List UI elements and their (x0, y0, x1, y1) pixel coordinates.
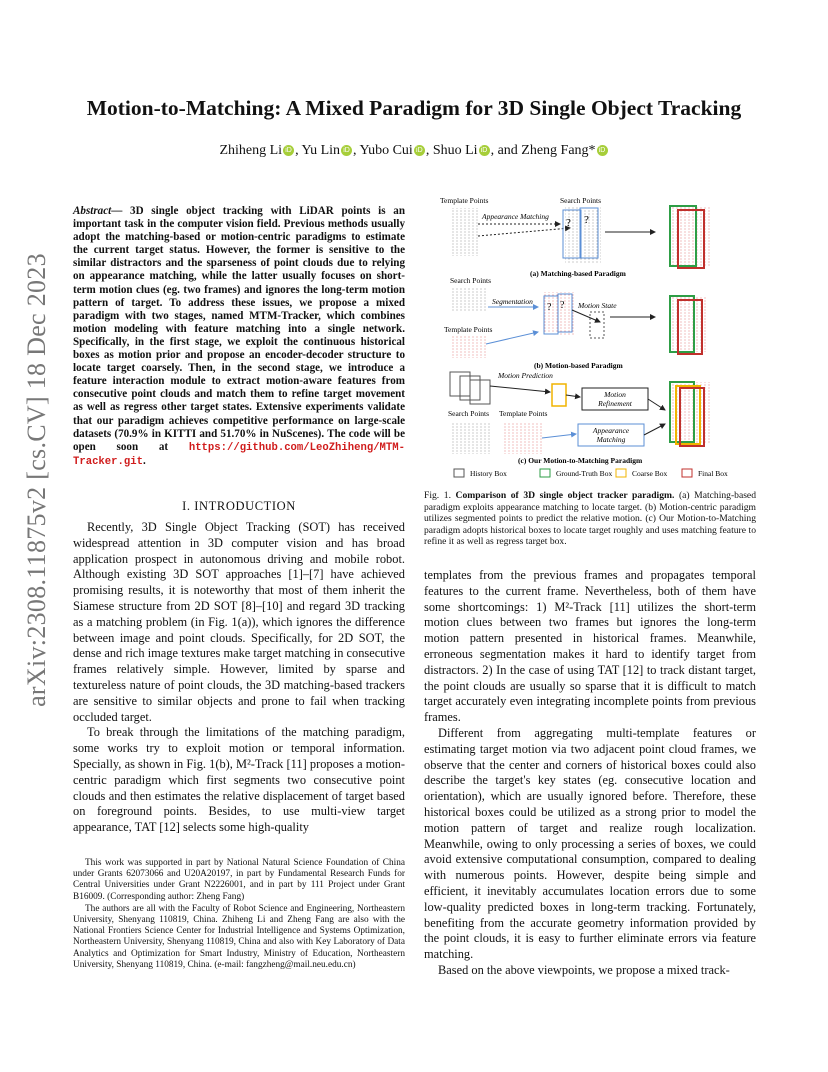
arxiv-identifier: arXiv:2308.11875v2 [cs.CV] 18 Dec 2023 (22, 253, 51, 707)
author-list: Zhiheng Li iD , Yu Lin iD , Yubo Cui iD , Shuo Li iD , and Zheng Fang* iD (0, 143, 828, 159)
template-points-label: Template Points (444, 325, 493, 334)
author-name: Yu Lin (301, 143, 341, 158)
paragraph: templates from the previous frames and propagates temporal features to the current frame. Nevertheless, both of them have some shortcomings: 1) M²-Track [11] utilizes the short-term motion clues between two frames but ignores the long-term motion pattern presented in historical frames. Meanwhile, erroneous segmentation makes it hard to identify target from distractors. 2) In the case of using TAT [12] to track distant target, the point clouds are usually so sparse that it is difficult to match target accurately even integrating incomplete points from previous frames. (424, 568, 756, 725)
legend-final-swatch (682, 469, 692, 477)
paragraph: Based on the above viewpoints, we propose a mixed track- (438, 962, 730, 977)
motion-prediction-label: Motion Prediction (498, 371, 553, 380)
search-point-cloud (565, 206, 601, 264)
motion-refinement-label: Refinement (598, 399, 632, 408)
abstract-label: Abstract (73, 205, 112, 217)
paragraph: To break through the limitations of the matching paradigm, some works try to exploit motion or temporal information. Specially, as shown in Fig. 1(b), M²-Track [11] proposes a motion-centric paradigm which first segments two consecutive point clouds and then estimates the relative displacement of target based on foreground points. Besides, to use multi-view target appearance, TAT [12] selects some high-quality (73, 725, 405, 835)
caption-b: (b) Motion-based Paradigm (534, 361, 623, 370)
author-name: Yubo Cui (359, 143, 413, 158)
figure-caption-text: (a) Matching-based paradigm exploits appearance matching to locate target. (b) Motion-centric paradigm utilizes segmented points to predict the relative motion. (c) Our Motion-to-Matching paradigm adopts historical boxes to locate target roughly and uses matching feature to refine it as well as regress target box. (424, 490, 756, 548)
orcid-icon[interactable]: iD (597, 145, 608, 156)
search-points-label: Search Points (448, 409, 490, 418)
legend-ground-truth-swatch (540, 469, 550, 477)
flow-arrow (644, 424, 665, 435)
flow-arrow (490, 386, 550, 392)
search-point-cloud (450, 422, 490, 454)
matching-arrow (478, 228, 570, 236)
section-heading: I. INTRODUCTION (182, 499, 296, 513)
figure-caption-label: Fig. 1. (424, 490, 451, 501)
question-mark: ? (547, 302, 552, 313)
legend-label: History Box (470, 469, 507, 478)
orcid-icon[interactable]: iD (479, 145, 490, 156)
legend-history-swatch (454, 469, 464, 477)
author-name: Shuo Li (432, 143, 478, 158)
flow-arrow (566, 395, 580, 397)
paragraph: Different from aggregating multi-template features or estimating target motion via two adjacent point cloud frames, we observe that the center and corners of historical boxes could also describe the target's key states (eg. consecutive location and orientation), which are usually ignored before. Therefore, these historical boxes could be utilized as a strong prior to model the motion pattern of target and realize rough localization. Meanwhile, owing to only processing a series of boxes, we could avoid extensive computational consumption, compared to dealing with numerous points. However, despite being simple and efficient, it inevitably accumulates location errors due to some low-quality predicted boxes in long-term tracking. Fortunately, benefiting from the accurate geometry information provided by the point clouds, it is easy to further eliminate errors via feature matching. (424, 725, 756, 962)
flow-arrow (542, 434, 576, 438)
footnote: The authors are all with the Faculty of Robot Science and Engineering, Northeastern University, Shenyang 110819, China. Zhiheng Li and Zheng Fang are also with the National Frontiers Science Center for Industrial Intelligence and Systems Optimization, Northeastern University, Shenyang 110819, China and also with Key Laboratory of Data Analytics and Optimization for Smart Industry, Ministry of Education, Northeastern University, Shenyang 110819, China. (e-mail: fangzheng@mail.neu.edu.cn) (73, 903, 405, 970)
flow-arrow (648, 399, 665, 410)
right-column-text (424, 568, 756, 979)
motion-state-label: Motion State (578, 301, 617, 310)
author-name: Zhiheng Li (219, 143, 283, 158)
abstract-text: — 3D single object tracking with LiDAR points is an important task in the computer vision field. Previous methods usually adopt the matching-based or motion-centric paradigms to estimate the current target status. However, the former is sensitive to the similar distractors and the sparseness of point clouds due to relying on appearance matching, while the latter usually focuses on short-term motion clues (eg. two frames) and ignores the long-term motion pattern of target. To address these issues, we propose a mixed paradigm with two stages, named MTM-Tracker, which combines motion modeling with feature matching into a single network. Specifically, in the first stage, we exploit the continuous historical boxes as motion prior and propose an encoder-decoder structure to locate target coarsely. Then, in the second stage, we introduce a feature interaction module to extract motion-aware features from consecutive point clouds and match them to refine target movement as well as regress other target states. Extensive experiments validate that our paradigm achieves competitive performance on large-scale datasets (70.9% in KITTI and 51.70% in NuScenes). The code will be open soon at (73, 205, 405, 453)
question-mark: ? (566, 217, 571, 229)
template-points-label: Template Points (499, 409, 548, 418)
intro-text (73, 520, 405, 836)
template-point-cloud (450, 208, 478, 256)
legend-label: Ground-Truth Box (556, 469, 613, 478)
search-points-label: Search Points (450, 276, 492, 285)
figure-1 (440, 192, 755, 484)
code-link[interactable]: https://github.com/LeoZhiheng/MTM-Tracker.git (73, 441, 405, 468)
orcid-icon[interactable]: iD (283, 145, 294, 156)
question-mark: ? (584, 214, 589, 226)
question-mark: ? (560, 300, 565, 311)
search-point-cloud (452, 288, 488, 312)
paragraph: Recently, 3D Single Object Tracking (SOT) has received widespread attention in 3D computer vision and has broad application prospect in autonomous driving and mobile robot. Although existing 3D SOT approaches [1]–[7] have achieved promising results, it is noteworthy that most of them inherit the Siamese structure from 2D SOT [8]–[10] and regard 3D tracking as a matching problem (in Fig. 1(a)), which ignores the difference between image and point clouds. Specifically, for 2D SOT, the dense and rich image textures make target matching in consecutive frames relatively simple. However, limited by sparse and textureless nature of point clouds, the 3D matching-based trackers are sensitive to similar objects and prone to fail when tracking occluded target. (73, 520, 405, 724)
caption-a: (a) Matching-based Paradigm (530, 269, 626, 278)
paper-title: Motion-to-Matching: A Mixed Paradigm for 3D Single Object Tracking (86, 96, 742, 120)
legend-coarse-swatch (616, 469, 626, 477)
coarse-box (552, 384, 566, 406)
appearance-matching-label: Appearance Matching (482, 212, 549, 221)
template-points-label: Template Points (440, 196, 489, 205)
author-name: Zheng Fang* (521, 143, 596, 158)
orcid-icon[interactable]: iD (414, 145, 425, 156)
paradigm-diagram (440, 192, 755, 484)
history-box (590, 312, 604, 338)
figure-caption (424, 490, 756, 548)
footnotes (73, 858, 405, 972)
flow-arrow (486, 332, 538, 344)
appearance-matching-label: Matching (596, 435, 626, 444)
legend-label: Final Box (698, 469, 728, 478)
figure-caption-title: Comparison of 3D single object tracker paradigm. (455, 490, 675, 501)
legend-label: Coarse Box (632, 469, 668, 478)
motion-refinement-label: Motion (604, 390, 626, 399)
search-points-label: Search Points (560, 196, 602, 205)
template-point-cloud (452, 336, 486, 358)
abstract: Abstract— 3D single object tracking with LiDAR points is an important task in the computer vision field. Previous methods usually adopt the matching-based or motion-centric paradigms to estimate the current target status. However, the former is sensitive to the similar distractors and the sparseness of point clouds due to relying on appearance matching, while the latter usually focuses on short-term motion clues (eg. two frames) and ignores the long-term motion pattern of target. To address these issues, we propose a mixed paradigm with two stages, named MTM-Tracker, which combines motion modeling with feature matching into a single network. Specifically, in the first stage, we exploit the continuous historical boxes as motion prior and propose an encoder-decoder structure to locate target coarsely. Then, in the second stage, we introduce a feature interaction module to extract motion-aware features from consecutive point clouds and match them to refine target movement as well as regress other target states. Extensive experiments validate that our paradigm achieves competitive performance on large-scale datasets (70.9% in KITTI and 51.70% in NuScenes). The code will be open soon at https://github.com/LeoZhiheng/MTM-Tracker.git. (73, 205, 405, 468)
orcid-icon[interactable]: iD (341, 145, 352, 156)
caption-c: (c) Our Motion-to-Matching Paradigm (518, 456, 643, 465)
template-point-cloud (502, 422, 542, 454)
appearance-matching-label: Appearance (592, 426, 630, 435)
footnote: This work was supported in part by National Natural Science Foundation of China under Grants 62073066 and U20A20197, in part by Fundamental Research Funds for Central Universities under Grant N2226001, and in part by 111 Project under Grant B16009. (Corresponding author: Zheng Fang) (73, 858, 405, 902)
segmentation-label: Segmentation (492, 297, 533, 306)
